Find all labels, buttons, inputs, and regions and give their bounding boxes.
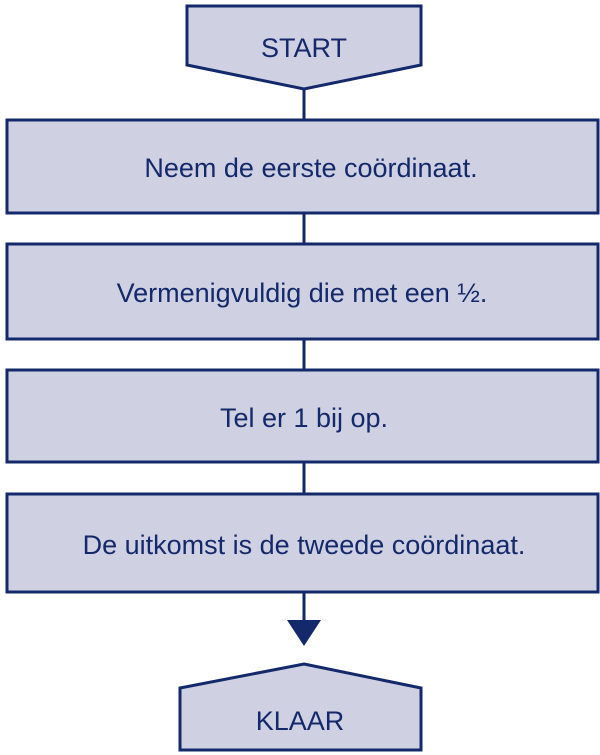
arrowhead-down-icon (287, 620, 321, 646)
end-label: KLAAR (255, 706, 345, 736)
step-label-4: De uitkomst is de tweede coördinaat. (82, 530, 526, 560)
step-label-2: Vermenigvuldig die met een ½. (116, 278, 488, 308)
step-label-3: Tel er 1 bij op. (219, 403, 389, 433)
start-label: START (260, 33, 348, 63)
step-label-1: Neem de eerste coördinaat. (144, 153, 478, 183)
